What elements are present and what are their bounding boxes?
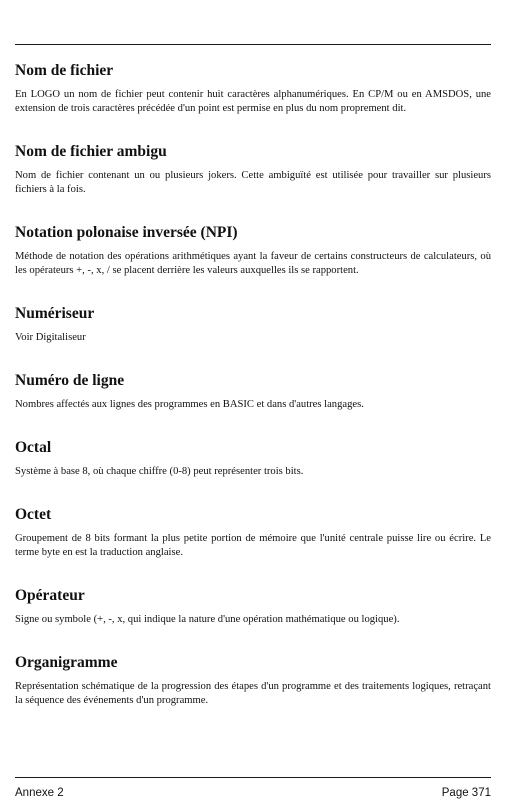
entry-title: Nom de fichier ambigu [15, 143, 167, 160]
entry-text: Méthode de notation des opérations arithmétiques ayant la faveur de certains constructeurs de calculateurs, où les opérateurs +, -, x, / se placent derrière les valeurs auxquelles ils se rapportent. [15, 251, 491, 276]
entry-organigramme [15, 654, 491, 708]
entry-title: Octet [15, 506, 52, 523]
entry-title: Nom de fichier [15, 62, 114, 79]
entry-text: Signe ou symbole (+, -, x, qui indique la nature d'une opération mathématique ou logique). [15, 614, 400, 625]
entry-title: Numériseur [15, 305, 95, 322]
footer-section-label: Annexe 2 [15, 787, 64, 799]
entry-operateur [15, 587, 491, 627]
page-number: Page 371 [441, 787, 491, 799]
entry-text: Groupement de 8 bits formant la plus petite portion de mémoire que l'unité centrale puisse lire ou écrire. Le terme byte en est la traduction anglaise. [15, 533, 491, 558]
entry-text: Nom de fichier contenant un ou plusieurs jokers. Cette ambiguïté est utilisée pour travailler sur plusieurs fichiers à la fois. [15, 170, 491, 195]
entry-nom-de-fichier [15, 62, 491, 116]
entry-title: Numéro de ligne [15, 372, 125, 389]
entry-title: Opérateur [15, 587, 85, 604]
top-rule [15, 44, 491, 45]
entry-text: Voir Digitaliseur [15, 332, 86, 343]
entry-numero-de-ligne [15, 372, 491, 412]
bottom-rule [15, 777, 491, 778]
entry-title: Octal [15, 439, 52, 456]
entry-text: En LOGO un nom de fichier peut contenir huit caractères alphanumériques. En CP/M ou en AMSDOS, une extension de trois caractères précédée d'un point est permise en plus du nom proprement dit. [15, 89, 491, 114]
entry-title: Notation polonaise inversée (NPI) [15, 224, 238, 241]
entry-title: Organigramme [15, 654, 118, 671]
entry-numeriseur [15, 305, 491, 345]
glossary-content [15, 62, 491, 735]
entry-text: Nombres affectés aux lignes des programmes en BASIC et dans d'autres langages. [15, 399, 364, 410]
entry-notation-polonaise [15, 224, 491, 278]
entry-text: Système à base 8, où chaque chiffre (0-8) peut représenter trois bits. [15, 466, 304, 477]
entry-octal [15, 439, 491, 479]
entry-text: Représentation schématique de la progression des étapes d'un programme et des traitements logiques, retraçant la séquence des événements d'un programme. [15, 681, 491, 706]
entry-nom-de-fichier-ambigu [15, 143, 491, 197]
entry-octet [15, 506, 491, 560]
